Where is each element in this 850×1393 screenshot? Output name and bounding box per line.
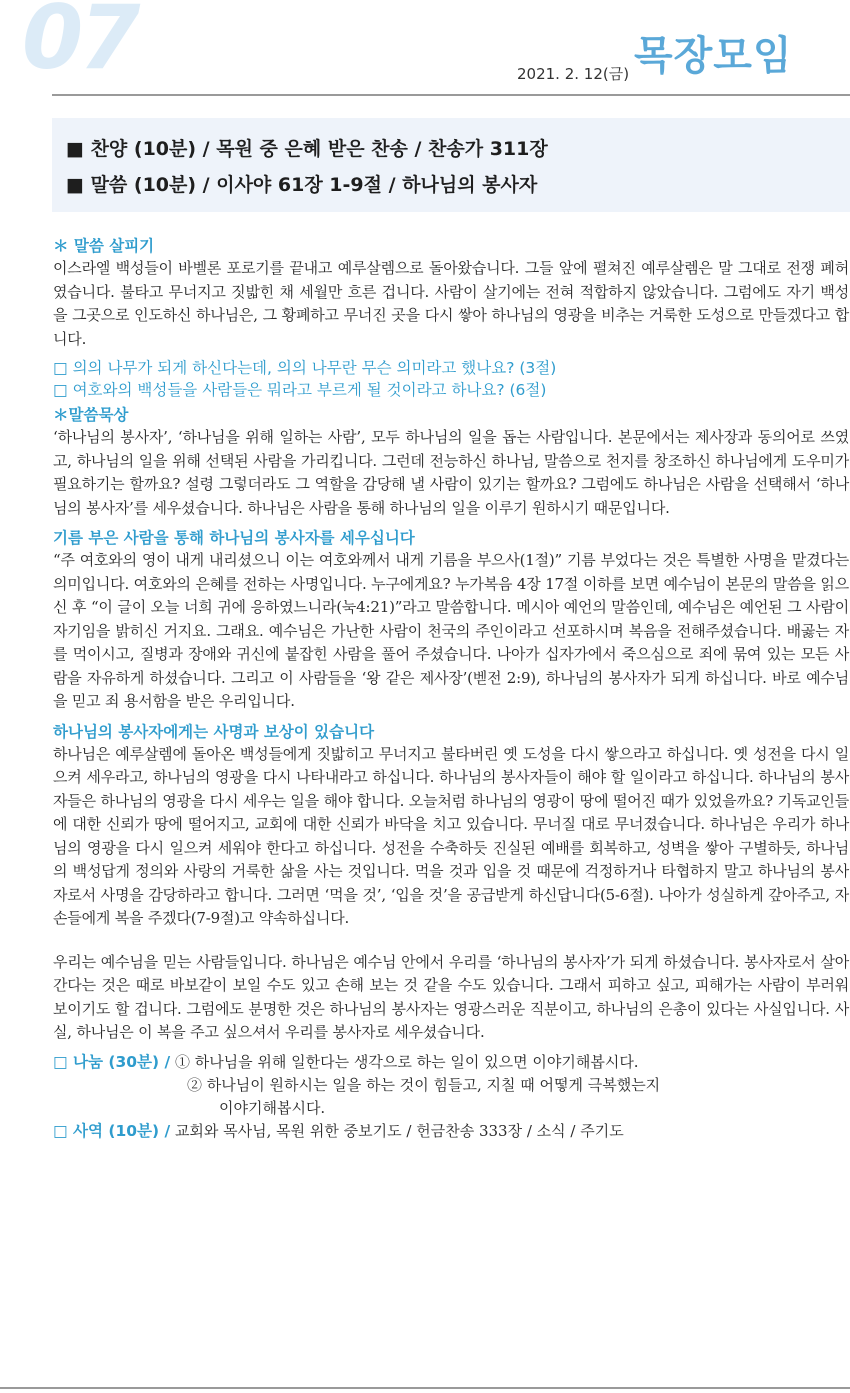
closing-body: 우리는 예수님을 믿는 사람들입니다. 하나님은 예수님 안에서 우리를 ‘하나님의 봉사자’가 되게 하셨습니다. 봉사자로서 살아간다는 것은 때로 바보같이 보일 수도 있고 손해 보는 것 같을 수도 있습니다. 그래서 피하고 싶고, 피해가는 사람이 부러워 보이기도 할 겁니다. 그럼에도 분명한 것은 하나님의 봉사자는 영광스러운 직분이고, 하나님의 은총이 있다는 사실입니다. 사실, 하나님은 이 복을 주고 싶으셔서 우리를 봉사자로 세우셨습니다. [53, 952, 849, 1041]
main-content [53, 236, 849, 1143]
ministry-text: 교회와 목사님, 목원 위한 중보기도 / 헌금찬송 333장 / 소식 / 주기도 [174, 1121, 624, 1140]
section2-body: 하나님은 예루살렘에 돌아온 백성들에게 짓밟히고 무너지고 불타버린 옛 도성을 다시 쌓으라고 하십니다. 옛 성전을 다시 일으켜 세우라고, 하나님의 영광을 다시 나타내라고 하십니다. 하나님의 봉사자들이 해야 할 일이라고 하십니다. 하나님의 봉사자들은 하나님의 영광을 다시 세우는 일을 해야 합니다. 오늘처럼 하나님의 영광이 땅에 떨어진 때가 있었을까요? 기독교인들에 대한 신뢰가 땅에 떨어지고, 교회에 대한 신뢰가 바닥을 치고 있습니다. 무너질 대로 무너졌습니다. 하나님은 우리가 하나님의 영광을 다시 일으켜 세워야 한다고 하십니다. 성전을 수축하듯 진실된 예배를 회복하고, 성벽을 쌓아 구별하듯, 하나님의 백성답게 정의와 사랑의 거룩한 삶을 사는 것입니다. 먹을 것과 입을 것 때문에 걱정하거나 타협하지 말고 하나님의 봉사자로서 사명을 감당하라고 합니다. 그러면 ‘먹을 것’, ‘입을 것’을 공급받게 하신답니다(5-6절). 나아가 성실하게 갚아주고, 자손들에게 복을 주겠다(7-9절)고 약속하십니다. [53, 744, 849, 927]
sharing-item-2-cont: 이야기해봅시다. [219, 1098, 326, 1117]
survey-question-2: □ 여호와의 백성들을 사람들은 뭐라고 부르게 될 것이라고 하나요? (6절) [53, 381, 547, 399]
ministry-label: □ 사역 (10분) / [53, 1121, 171, 1140]
sharing-section [53, 1051, 849, 1143]
section1-body: “주 여호와의 영이 내게 내리셨으니 이는 여호와께서 내게 기름을 부으사(1절)” 기름 부었다는 것은 특별한 사명을 맡겼다는 의미입니다. 여호와의 은혜를 전하는 사명입니다. 누구에게요? 누가복음 4장 17절 이하를 보면 예수님이 본문의 말씀을 읽으신 후 “이 글이 오늘 너희 귀에 응하였느니라(눅4:21)”라고 말씀합니다. 메시아 예언의 말씀인데, 예수님은 예언된 그 사람이 자기임을 밝히신 거지요. 그래요. 예수님은 가난한 사람이 천국의 주인이라고 선포하시며 복음을 전해주셨습니다. 배곯는 자를 먹이시고, 질병과 장애와 귀신에 붙잡힌 사람을 풀어 주셨습니다. 나아가 십자가에서 죽으심으로 죄에 묶여 있는 모든 사람을 자유하게 하셨습니다. 그리고 이 사람들을 ‘왕 같은 제사장’(벧전 2:9), 하나님의 봉사자가 되게 하십니다. 바로 예수님을 믿고 죄 용서함을 받은 우리입니다. [53, 551, 849, 710]
page-number: 07 [22, 0, 137, 89]
page-title: 목장모임 [634, 33, 793, 79]
order-box [52, 118, 850, 212]
sharing-item-1: ① 하나님을 위해 일한다는 생각으로 하는 일이 있으면 이야기해봅시다. [174, 1052, 639, 1071]
survey-body: 이스라엘 백성들이 바벨론 포로기를 끝내고 예루살렘으로 돌아왔습니다. 그들 앞에 펼쳐진 예루살렘은 말 그대로 전쟁 폐허였습니다. 불타고 무너지고 짓밟힌 채 세월만 흐른 겁니다. 사람이 살기에는 전혀 적합하지 않았습니다. 그럼에도 자기 백성을 그곳으로 인도하신 하나님은, 그 황폐하고 무너진 곳을 다시 쌓아 하나님의 영광을 비추는 거룩한 도성으로 만들겠다고 합니다. [53, 259, 849, 348]
footer-divider [0, 1387, 850, 1389]
section1-heading: 기름 부은 사람을 통해 하나님의 봉사자를 세우십니다 [53, 529, 415, 547]
header-divider [52, 94, 850, 96]
meditation-heading: ＊말씀묵상 [53, 406, 129, 424]
meeting-date: 2021. 2. 12(금) [517, 65, 630, 83]
meditation-body: ‘하나님의 봉사자’, ‘하나님을 위해 일하는 사람’, 모두 하나님의 일을 돕는 사람입니다. 본문에서는 제사장과 동의어로 쓰였고, 하나님의 일을 위해 선택된 사람을 가리킵니다. 그런데 전능하신 하나님, 말씀으로 천지를 창조하신 하나님에게 도우미가 필요하기는 할까요? 설령 그렇더라도 그 역할을 감당해 낼 사람이 있기는 할까요? 그럼에도 하나님은 사람을 선택해서 ‘하나님의 봉사자’를 세우셨습니다. 하나님은 사람을 통해 하나님의 일을 이루기 원하시기 때문입니다. [53, 428, 849, 517]
order-praise: ■ 찬양 (10분) / 목원 중 은혜 받은 찬송 / 찬송가 311장 [66, 138, 548, 160]
order-word: ■ 말씀 (10분) / 이사야 61장 1-9절 / 하나님의 봉사자 [66, 174, 538, 196]
sharing-label: □ 나눔 (30분) / [53, 1052, 171, 1071]
section2-heading: 하나님의 봉사자에게는 사명과 보상이 있습니다 [53, 722, 375, 741]
survey-question-1: □ 의의 나무가 되게 하신다는데, 의의 나무란 무슨 의미라고 했나요? (3절) [53, 359, 557, 377]
survey-heading: ＊ 말씀 살피기 [53, 237, 155, 255]
sharing-item-2: ② 하나님이 원하시는 일을 하는 것이 힘들고, 지칠 때 어떻게 극복했는지 [187, 1075, 661, 1094]
